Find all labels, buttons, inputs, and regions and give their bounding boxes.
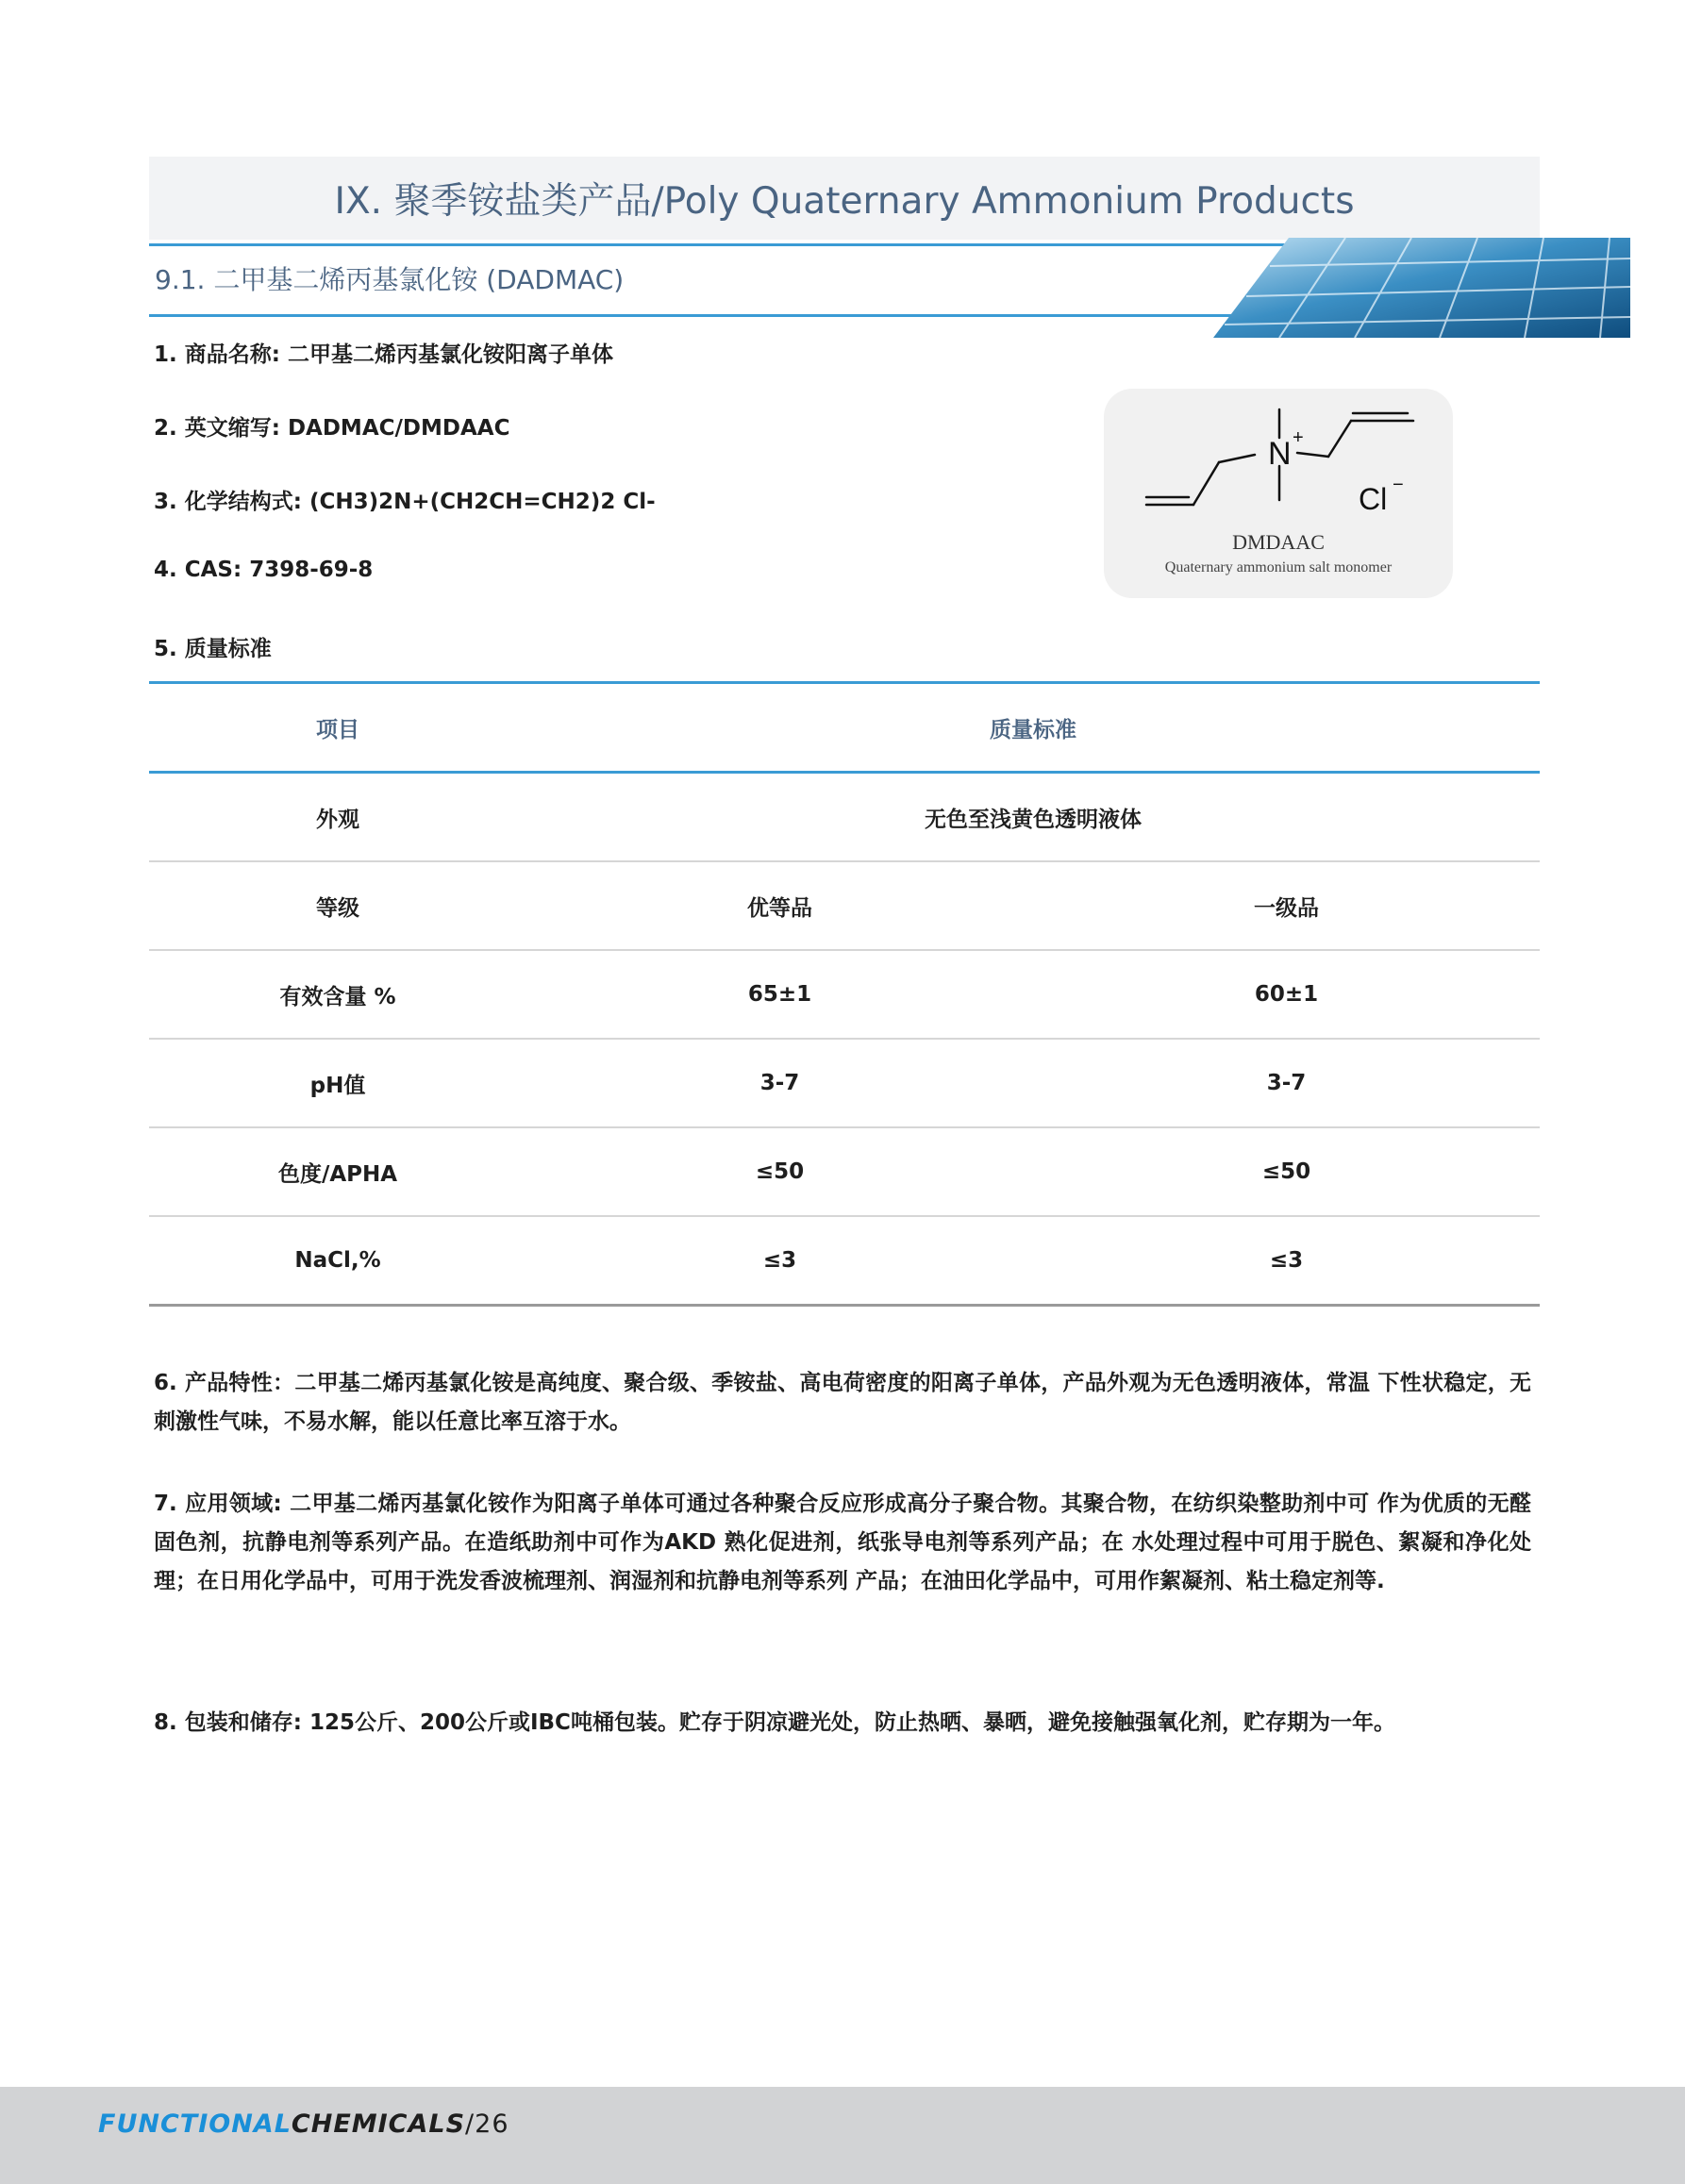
table-row — [149, 773, 1540, 862]
cell-label: 外观 — [149, 773, 526, 862]
cell-value: 60±1 — [1033, 950, 1540, 1039]
cell-value: 3-7 — [526, 1039, 1033, 1127]
item-product-name: 1. 商品名称: 二甲基二烯丙基氯化铵阳离子单体 — [154, 342, 613, 367]
chloride-label: Cl — [1359, 482, 1388, 516]
page-title-band — [149, 157, 1540, 240]
structure-subcaption: Quaternary ammonium salt monomer — [1164, 559, 1393, 575]
paragraph-properties: 6. 产品特性：二甲基二烯丙基氯化铵是高纯度、聚合级、季铵盐、高电荷密度的阳离子单体，产品外观为无色透明液体，常温 下性状稳定，无刺激性气味，不易水解，能以任意比率互溶于水。 — [154, 1371, 1531, 1434]
page-number: /26 — [465, 2109, 509, 2139]
table-row — [149, 861, 1540, 950]
table-row — [149, 950, 1540, 1039]
cell-value: 3-7 — [1033, 1039, 1540, 1127]
item-cas: 4. CAS: 7398-69-8 — [154, 558, 374, 582]
cell-label: pH值 — [149, 1039, 526, 1127]
header-standard: 质量标准 — [526, 683, 1540, 773]
cell-value: 优等品 — [526, 861, 1033, 950]
structure-diagram — [1104, 389, 1453, 598]
quality-standard-table — [149, 681, 1540, 1307]
cell-label: 色度/APHA — [149, 1127, 526, 1216]
structure-caption: DMDAAC — [1232, 530, 1325, 554]
item-abbreviation: 2. 英文缩写: DADMAC/DMDAAC — [154, 416, 510, 441]
nitrogen-charge: + — [1293, 427, 1304, 448]
cell-value: 一级品 — [1033, 861, 1540, 950]
cell-label: 有效含量 % — [149, 950, 526, 1039]
chloride-charge: − — [1393, 475, 1404, 495]
paragraph-packaging: 8. 包装和储存: 125公斤、200公斤或IBC吨桶包装。贮存于阴凉避光处，防止热晒、暴晒，避免接触强氧化剂，贮存期为一年。 — [154, 1710, 1395, 1735]
cell-value: 无色至浅黄色透明液体 — [526, 773, 1540, 862]
table-row — [149, 1127, 1540, 1216]
table-row — [149, 1216, 1540, 1306]
cell-value: ≤3 — [1269, 1248, 1304, 1273]
table-header-row — [149, 683, 1540, 773]
item-chemical-formula: 3. 化学结构式: (CH3)2N+(CH2CH=CH2)2 Cl- — [154, 490, 656, 514]
cell-value: ≤3 — [762, 1248, 797, 1273]
cell-value: 65±1 — [526, 950, 1033, 1039]
brand-chemicals: CHEMICALS — [291, 2109, 466, 2139]
footer-brand — [98, 2109, 509, 2139]
table-row — [149, 1039, 1540, 1127]
page-footer — [0, 2087, 1685, 2184]
chemical-structure-image — [1104, 389, 1453, 598]
paragraph-applications: 7. 应用领域: 二甲基二烯丙基氯化铵作为阳离子单体可通过各种聚合反应形成高分子聚合物。其聚合物，在纺织染整助剂中可 作为优质的无醛固色剂，抗静电剂等系列产品。在造纸助剂中可作为AKD 熟化促进剂，纸张导电剂等系列产品；在 水处理过程中可用于脱色、絮凝和净化处理；在日用化学品中，可用于洗发香波梳理剂、润湿剂和抗静电剂等系列 产品；在油田化学品中，可用作絮凝剂、粘土稳定剂等. — [154, 1492, 1531, 1593]
header-item: 项目 — [149, 683, 526, 773]
nitrogen-label: N — [1268, 436, 1292, 472]
glass-building-graphic — [1213, 238, 1630, 338]
section-title: 9.1. 二甲基二烯丙基氯化铵 (DADMAC) — [155, 264, 625, 295]
cell-value: ≤50 — [526, 1127, 1033, 1216]
cell-value: ≤50 — [1033, 1127, 1540, 1216]
page-title: IX. 聚季铵盐类产品/Poly Quaternary Ammonium Products — [334, 180, 1355, 223]
item-quality-standard: 5. 质量标准 — [154, 637, 272, 661]
brand-functional: FUNCTIONAL — [98, 2109, 292, 2139]
cell-label: 等级 — [149, 861, 526, 950]
cell-label: NaCl,% — [294, 1248, 381, 1273]
